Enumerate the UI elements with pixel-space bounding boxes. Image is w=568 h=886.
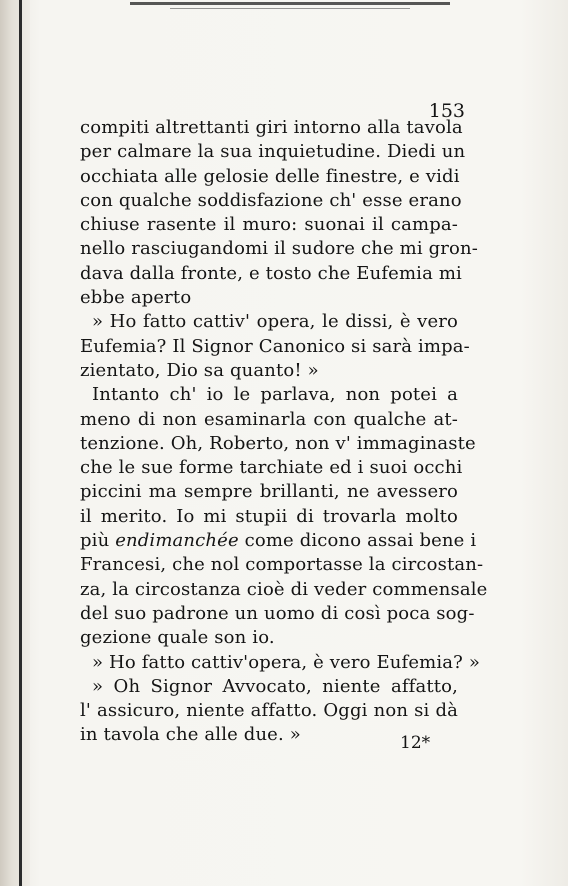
text-line: con qualche soddisfazione ch' esse erano (80, 189, 462, 211)
text-line: » Ho fatto cattiv' opera, le dissi, è vero (92, 311, 458, 333)
text-line: za, la circostanza cioè di veder commensale (80, 578, 488, 600)
page-number: 153 (428, 100, 465, 122)
text-line: Intanto ch' io le parlava, non potei a (92, 384, 458, 406)
top-edge-rule-secondary (170, 8, 410, 9)
binding-shadow-line (19, 0, 22, 886)
text-line: del suo padrone un uomo di così poca sog- (80, 602, 475, 624)
text-line: zientato, Dio sa quanto! » (80, 359, 319, 381)
text-line: gezione quale son io. (80, 627, 275, 649)
text-line: » Oh Signor Avvocato, niente affatto, (92, 675, 458, 697)
text-line: più endimanchée come dicono assai bene i (80, 530, 477, 552)
text-line: » Ho fatto cattiv'opera, è vero Eufemia? » (92, 651, 480, 673)
text-line: in tavola che alle due. » (80, 724, 301, 746)
text-line: occhiata alle gelosie delle finestre, e vidi (80, 165, 460, 187)
page-binding-edge (0, 0, 30, 886)
body-text (80, 116, 488, 748)
text-line: meno di non esaminarla con qualche at- (80, 408, 458, 430)
text-line: compiti altrettanti giri intorno alla tavola (80, 117, 463, 138)
text-line: ebbe aperto (80, 287, 192, 309)
text-line: per calmare la sua inquietudine. Diedi un (80, 141, 466, 163)
text-line: Eufemia? Il Signor Canonico si sarà impa- (80, 335, 470, 357)
text-line: Francesi, che nol comportasse la circostan- (80, 554, 484, 576)
text-line: nello rasciugandomi il sudore che mi gron- (80, 238, 479, 260)
text-line: chiuse rasente il muro: suonai il campa- (80, 214, 458, 236)
text-line: il merito. Io mi stupii di trovarla molto (80, 505, 458, 527)
signature-mark: 12* (400, 733, 431, 753)
top-edge-rule (130, 2, 450, 5)
italic-word: endimanchée (115, 530, 239, 552)
text-line: tenzione. Oh, Roberto, non v' immaginaste (80, 432, 476, 454)
text-line: l' assicuro, niente affatto. Oggi non si dà (80, 700, 458, 722)
text-line: dava dalla fronte, e tosto che Eufemia mi (80, 262, 462, 284)
text-line: piccini ma sempre brillanti, ne avessero (80, 481, 458, 503)
text-line: che le sue forme tarchiate ed i suoi occhi (80, 457, 463, 479)
